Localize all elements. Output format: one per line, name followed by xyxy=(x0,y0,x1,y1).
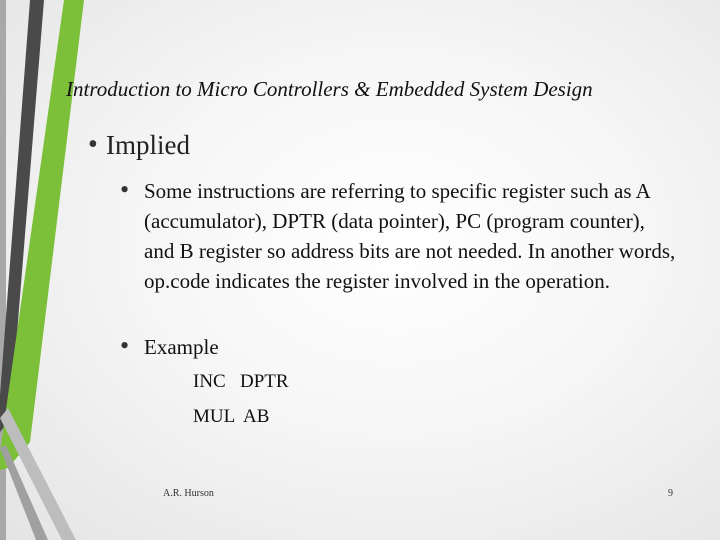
footer-author: A.R. Hurson xyxy=(163,488,214,499)
bullet-level1-text: Implied xyxy=(106,130,190,160)
bullet-text: Some instructions are referring to specific register such as A (accumulator), DPTR (data pointer), PC (program counter), and B register so address bits are not needed. In another words, op.code indicates the register involved in the operation. xyxy=(144,179,676,293)
slide-title: Introduction to Micro Controllers & Embedded System Design xyxy=(66,77,593,101)
bullet-implied-description xyxy=(120,176,680,296)
bullet-dot-icon: • xyxy=(120,331,130,360)
code-line-inc: INC DPTR xyxy=(193,371,289,392)
bullet-level1 xyxy=(88,130,190,161)
page-number: 9 xyxy=(668,488,673,499)
bullet-text: Example xyxy=(144,335,219,359)
bullet-dot-icon: • xyxy=(120,175,130,204)
code-line-mul: MUL AB xyxy=(193,406,270,427)
bullet-dot-icon: • xyxy=(88,129,98,160)
bullet-example xyxy=(120,332,680,362)
